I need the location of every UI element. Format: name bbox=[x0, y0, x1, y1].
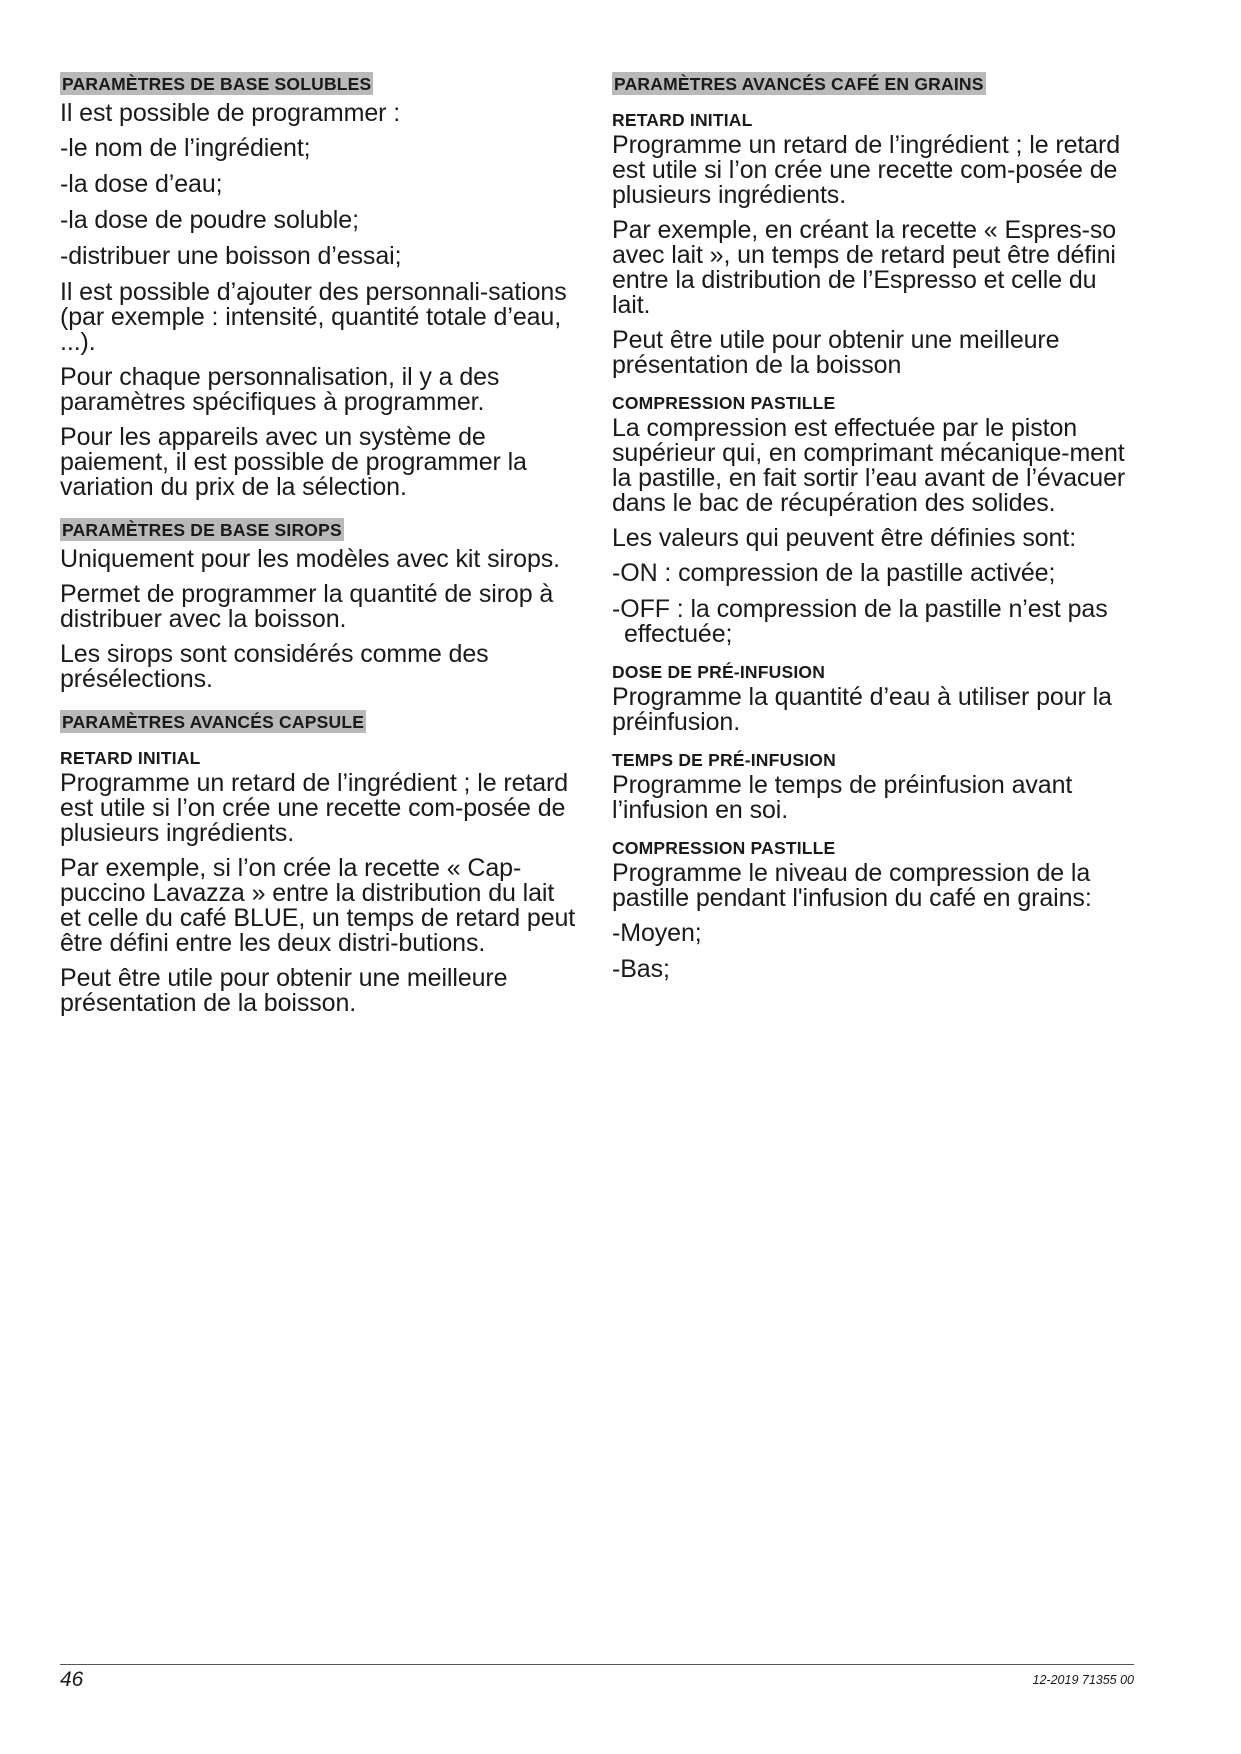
list-item: - ON : compression de la pastille activée; bbox=[612, 561, 1132, 586]
list-item: - Moyen; bbox=[612, 921, 1132, 946]
section-header-base-sirops: PARAMÈTRES DE BASE SIROPS bbox=[62, 520, 342, 540]
list-item: - distribuer une boisson d’essai; bbox=[60, 244, 580, 269]
section-header-avances-capsule: PARAMÈTRES AVANCÉS CAPSULE bbox=[62, 712, 365, 732]
solubles-list bbox=[60, 136, 580, 269]
list-item: - OFF : la compression de la pastille n’est pas effectuée; bbox=[612, 597, 1132, 647]
capsule-paragraph: Peut être utile pour obtenir une meilleure présentation de la boisson. bbox=[60, 964, 508, 1017]
footer-divider bbox=[60, 1664, 1134, 1665]
retard-paragraph: Par exemple, en créant la recette « Espres-so avec lait », un temps de retard peut être défini entre la distribution de l’Espresso et celle du lait. bbox=[612, 216, 1117, 319]
right-column bbox=[612, 72, 1132, 993]
subheading-compression-pastille-2: COMPRESSION PASTILLE bbox=[612, 838, 836, 858]
list-item: - la dose de poudre soluble; bbox=[60, 208, 580, 233]
subheading-temps-pre-infusion: TEMPS DE PRÉ-INFUSION bbox=[612, 750, 836, 770]
subheading-compression-pastille: COMPRESSION PASTILLE bbox=[612, 393, 836, 413]
sirops-paragraph: Uniquement pour les modèles avec kit sirops. bbox=[60, 545, 561, 573]
list-item: - Bas; bbox=[612, 957, 1132, 982]
section-header-base-solubles: PARAMÈTRES DE BASE SOLUBLES bbox=[62, 74, 372, 94]
subheading-dose-pre-infusion: DOSE DE PRÉ-INFUSION bbox=[612, 662, 826, 682]
section-header-cafe-en-grains: PARAMÈTRES AVANCÉS CAFÉ EN GRAINS bbox=[614, 74, 984, 94]
compression2-paragraph: Programme le niveau de compression de la pastille pendant l'infusion du café en grains: bbox=[612, 859, 1092, 912]
capsule-paragraph: Programme un retard de l’ingrédient ; le retard est utile si l’on crée une recette com-posée de plusieurs ingrédients. bbox=[60, 769, 569, 847]
left-column bbox=[60, 72, 580, 1026]
sirops-paragraph: Les sirops sont considérés comme des présélections. bbox=[60, 640, 489, 693]
list-item: - la dose d’eau; bbox=[60, 172, 580, 197]
subheading-retard-initial: RETARD INITIAL bbox=[60, 748, 201, 768]
solubles-paragraph: Pour les appareils avec un système de paiement, il est possible de programmer la variation du prix de la sélection. bbox=[60, 423, 527, 501]
page-number: 46 bbox=[60, 1668, 84, 1691]
compression-list bbox=[612, 561, 1132, 647]
list-item: - le nom de l’ingrédient; bbox=[60, 136, 580, 161]
retard-paragraph: Peut être utile pour obtenir une meilleure présentation de la boisson bbox=[612, 326, 1060, 379]
retard-paragraph: Programme un retard de l’ingrédient ; le retard est utile si l’on crée une recette com-posée de plusieurs ingrédients. bbox=[612, 131, 1121, 209]
solubles-paragraph: Il est possible d’ajouter des personnali-sations (par exemple : intensité, quantité totale d’eau, ...). bbox=[60, 278, 567, 356]
solubles-intro: Il est possible de programmer : bbox=[60, 99, 401, 127]
compression-paragraph: Les valeurs qui peuvent être définies sont: bbox=[612, 524, 1077, 552]
subheading-retard-initial: RETARD INITIAL bbox=[612, 110, 753, 130]
temps-paragraph: Programme le temps de préinfusion avant l’infusion en soi. bbox=[612, 771, 1073, 824]
compression2-list bbox=[612, 921, 1132, 982]
dose-paragraph: Programme la quantité d’eau à utiliser pour la préinfusion. bbox=[612, 683, 1112, 736]
document-reference: 12-2019 71355 00 bbox=[1032, 1673, 1134, 1687]
solubles-paragraph: Pour chaque personnalisation, il y a des paramètres spécifiques à programmer. bbox=[60, 363, 500, 416]
compression-paragraph: La compression est effectuée par le piston supérieur qui, en comprimant mécanique-ment la pastille, en fait sortir l’eau avant de l’évacuer dans le bac de récupération des solides. bbox=[612, 414, 1126, 517]
sirops-paragraph: Permet de programmer la quantité de sirop à distribuer avec la boisson. bbox=[60, 580, 554, 633]
capsule-paragraph: Par exemple, si l’on crée la recette « Cap-puccino Lavazza » entre la distribution du lait et celle du café BLUE, un temps de retard peut être défini entre les deux distri-butions. bbox=[60, 854, 576, 957]
